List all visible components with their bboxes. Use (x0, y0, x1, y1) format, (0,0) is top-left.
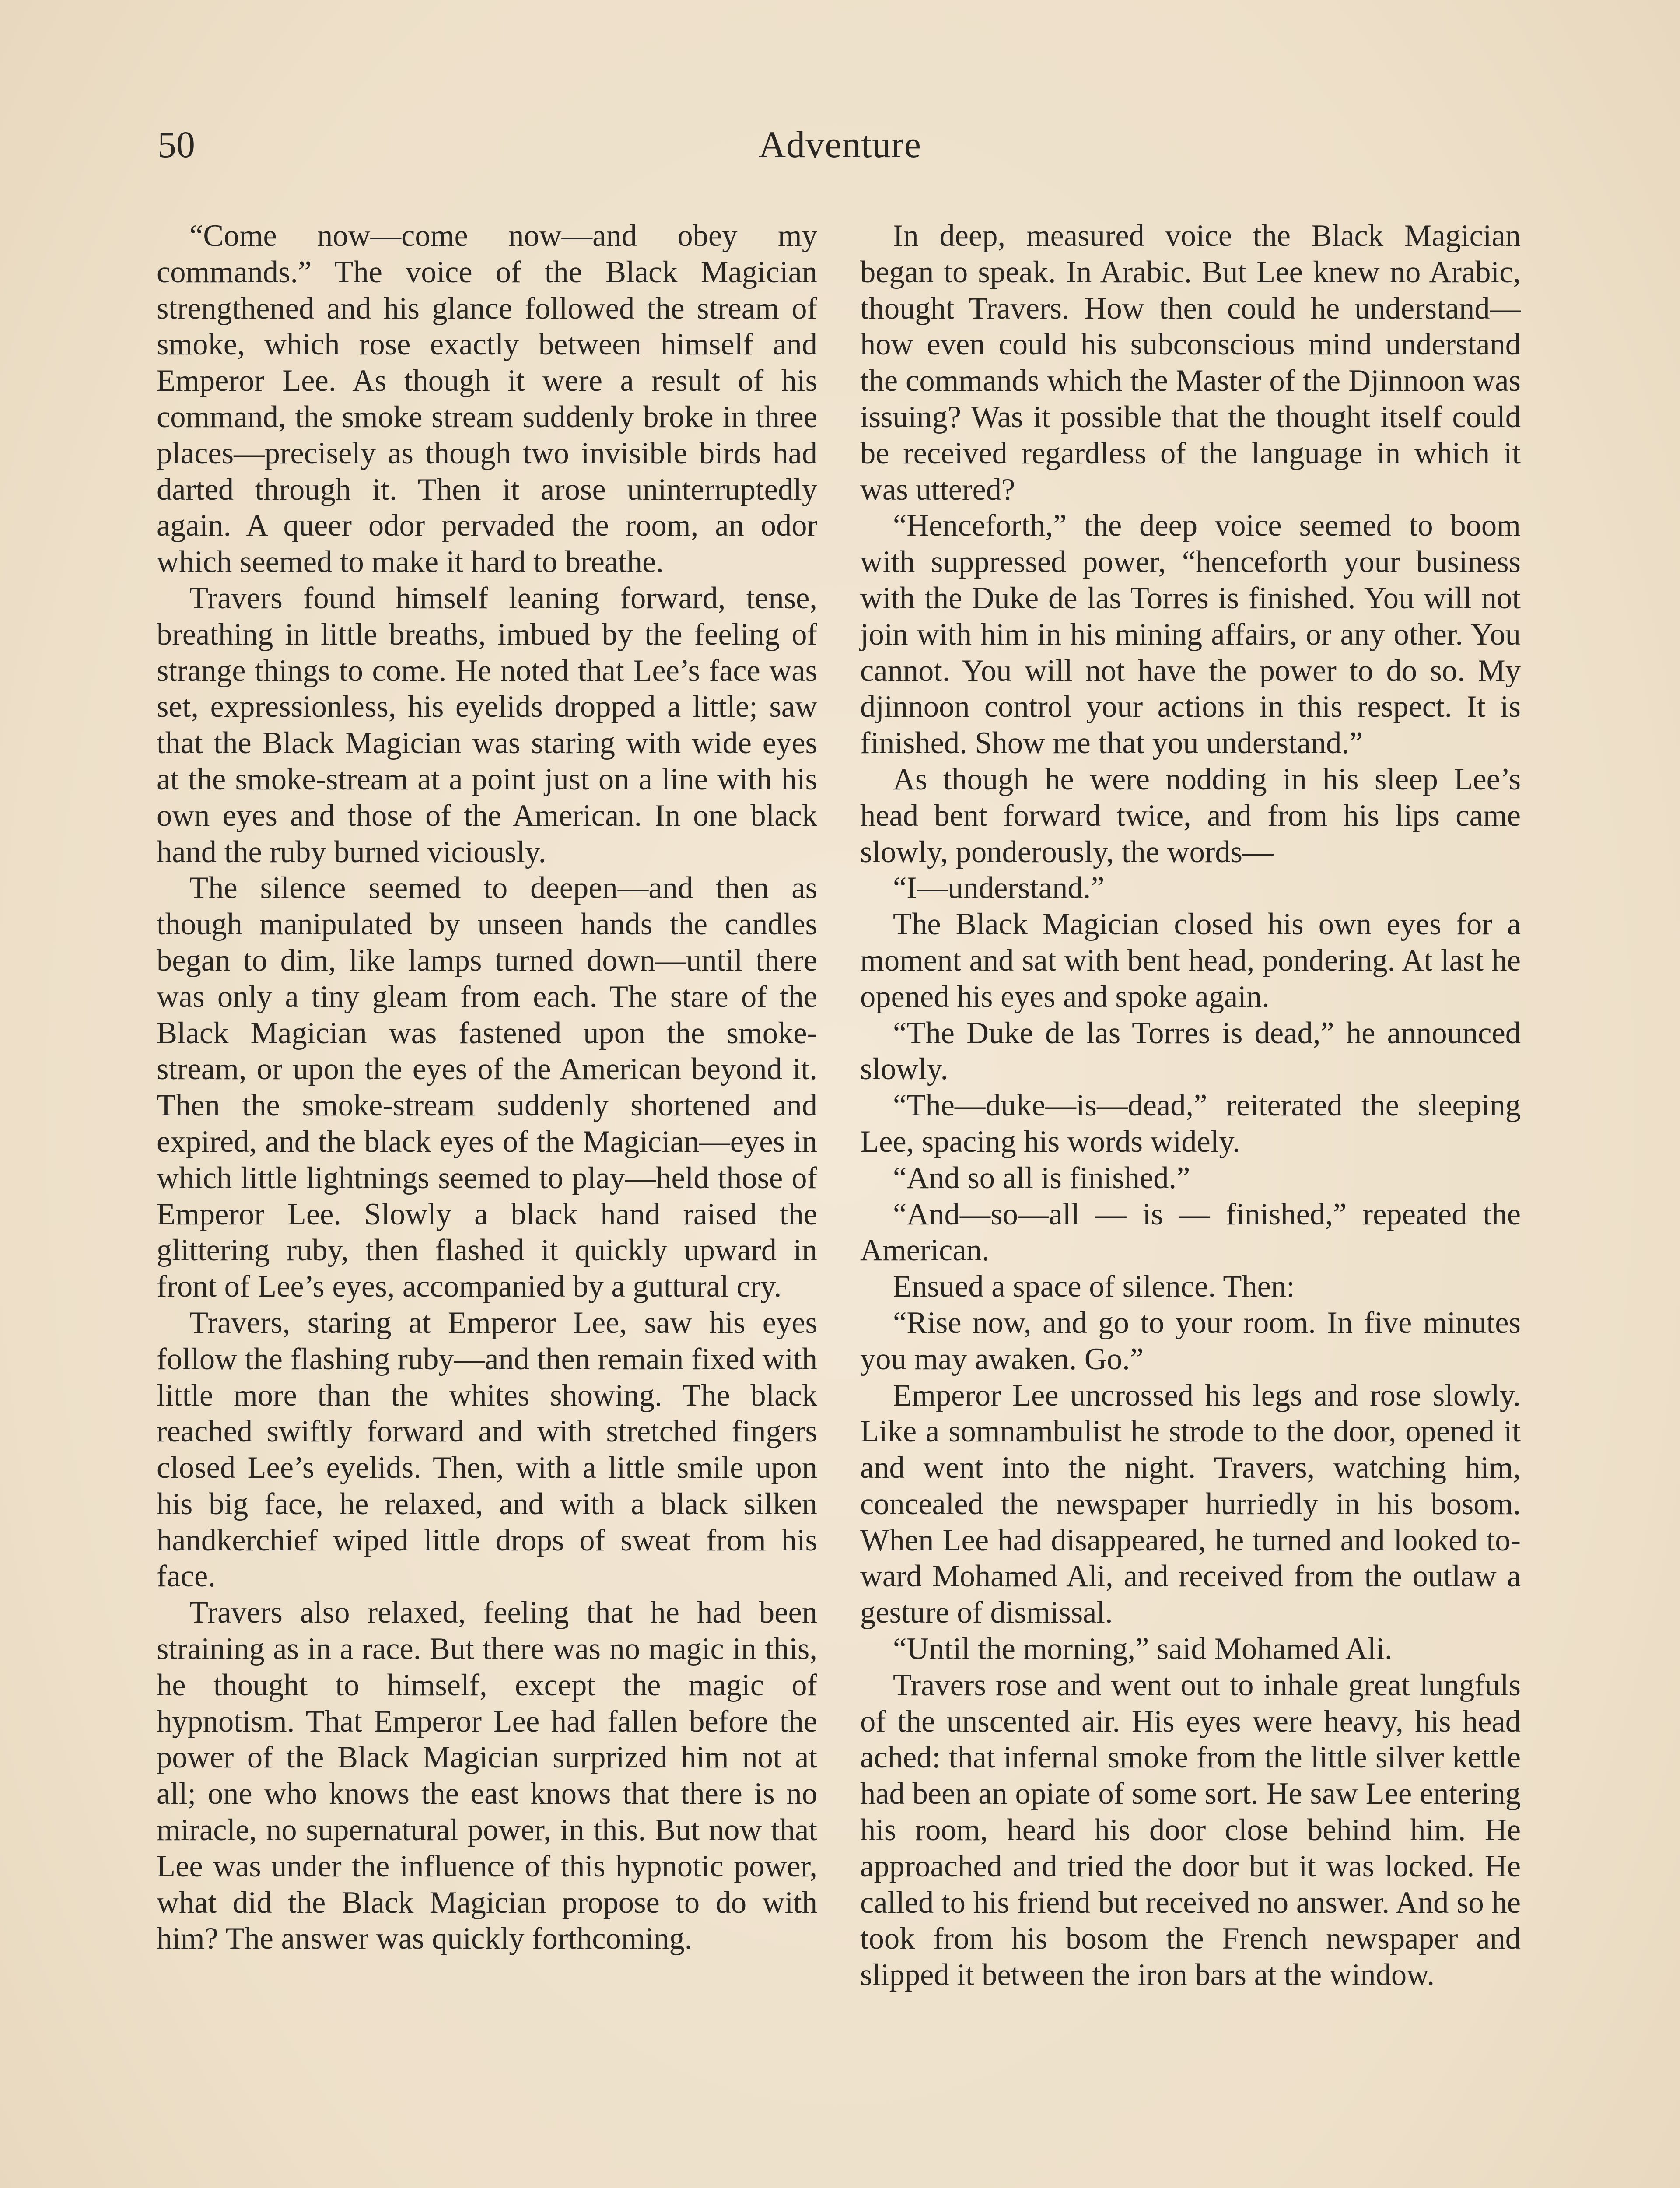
paragraph: Emperor Lee uncrossed his legs and rose slowly. Like a somnambulist he strode to the door, opened it and went into the night. Travers, watching him, concealed the newspaper hurriedly in his bosom. When Lee had disappeared, he turned and looked toward Mohamed Ali, and received from the outlaw a gesture of dismissal. (860, 1378, 1521, 1630)
paragraph: The silence seemed to deepen—and then as though manipulated by unseen hands the candles began to dim, like lamps turned down—until there was only a tiny gleam from each. The stare of the Black Magician was fastened upon the smoke-stream, or upon the eyes of the American beyond it. Then the smoke-stream suddenly shortened and expired, and the black eyes of the Magician—eyes in which little lightnings seemed to play—held those of Emperor Lee. Slowly a black hand raised the glittering ruby, then flashed it quickly upward in front of Lee’s eyes, accompanied by a guttural cry. (157, 871, 817, 1304)
paragraph: Travers also relaxed, feeling that he had been straining as in a race. But there was no magic in this, he thought to himself, except the magic of hypnotism. That Emperor Lee had fallen before the power of the Black Magician surprized him not at all; one who knows the east knows that there is no miracle, no supernatural power, in this. But now that Lee was under the influence of this hypnotic power, what did the Black Magician propose to do with him? The answer was quickly forthcoming. (157, 1595, 817, 1956)
paragraph: “Come now—come now—and obey my commands.” The voice of the Black Magician strengthened and his glance followed the stream of smoke, which rose exactly between himself and Emperor Lee. As though it were a result of his command, the smoke stream suddenly broke in three places—precisely as though two invisible birds had darted through it. Then it arose uninterruptedly again. A queer odor pervaded the room, an odor which seemed to make it hard to breathe. (157, 219, 817, 579)
paragraph: Travers rose and went out to inhale great lungfuls of the unscented air. His eyes were heavy, his head ached: that infernal smoke from the little silver kettle had been an opiate of some sort. He saw Lee entering his room, heard his door close behind him. He approached and tried the door but it was locked. He called to his friend but received no answer. And so he took from his bosom the French newspaper and slipped it between the iron bars at the window. (860, 1668, 1521, 1992)
paragraph: “Henceforth,” the deep voice seemed to boom with suppressed power, “henceforth your business with the Duke de las Torres is finished. You will not join with him in his mining affairs, or any other. You cannot. You will not have the power to do so. My djinnoon control your actions in this respect. It is finished. Show me that you understand.” (860, 508, 1521, 761)
page-header (158, 123, 1522, 184)
paragraph: “The—duke—is—dead,” reiterated the sleeping Lee, spacing his words widely. (860, 1088, 1521, 1159)
paragraph: The Black Magician closed his own eyes for a moment and sat with bent head, pondering. At last he opened his eyes and spoke again. (860, 907, 1521, 1014)
left-column (157, 218, 817, 1957)
paragraph: As though he were nodding in his sleep Lee’s head bent forward twice, and from his lips came slowly, ponderously, the words— (860, 762, 1521, 869)
paragraph: In deep, measured voice the Black Magician began to speak. In Arabic. But Lee knew no Arabic, thought Travers. How then could he understand—how even could his subconscious mind understand the commands which the Master of the Djinnoon was issuing? Was it possible that the thought itself could be received regardless of the language in which it was uttered? (860, 219, 1521, 507)
paragraph: “And—so—all — is — finished,” repeated the American. (860, 1197, 1521, 1268)
right-column (860, 218, 1521, 1993)
paragraph: “The Duke de las Torres is dead,” he announced slowly. (860, 1016, 1521, 1087)
paragraph: “Rise now, and go to your room. In five minutes you may awaken. Go.” (860, 1305, 1521, 1376)
paragraph: Travers found himself leaning forward, tense, breathing in little breaths, imbued by the feeling of strange things to come. He noted that Lee’s face was set, expressionless, his eyelids dropped a little; saw that the Black Magician was staring with wide eyes at the smoke-stream at a point just on a line with his own eyes and those of the American. In one black hand the ruby burned viciously. (157, 581, 817, 869)
magazine-title: Adventure (759, 123, 921, 165)
paragraph: “Until the morning,” said Mohamed Ali. (893, 1632, 1393, 1666)
paragraph: Ensued a space of silence. Then: (893, 1269, 1295, 1304)
paragraph: “And so all is finished.” (893, 1161, 1190, 1195)
paragraph: Travers, staring at Emperor Lee, saw his eyes follow the flashing ruby—and then remain fixed with little more than the whites showing. The black reached swiftly forward and with stretched fingers closed Lee’s eyelids. Then, with a little smile upon his big face, he relaxed, and with a black silken handkerchief wiped little drops of sweat from his face. (157, 1305, 817, 1594)
page-number: 50 (158, 123, 195, 165)
paragraph: “I—understand.” (893, 871, 1105, 905)
